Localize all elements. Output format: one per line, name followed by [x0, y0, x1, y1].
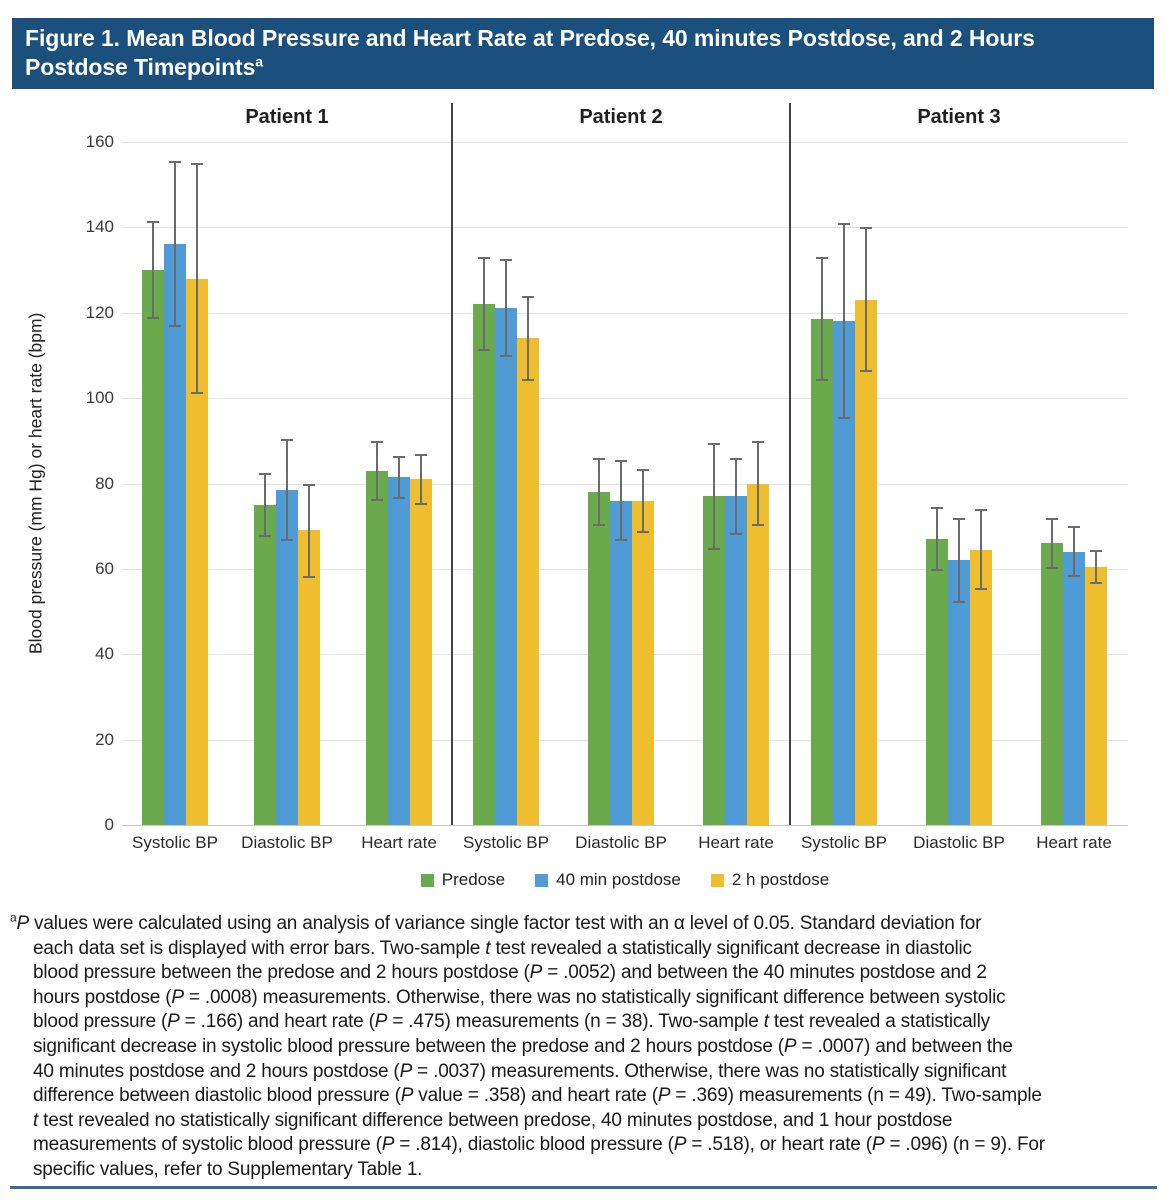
error-bar-part: [1068, 526, 1080, 528]
chart-legend: [122, 870, 1128, 890]
error-bar-part: [259, 535, 271, 537]
error-bar-part: [975, 588, 987, 590]
error-bar-part: [752, 441, 764, 443]
error-bar-part: [865, 227, 867, 372]
error-bar-part: [1046, 567, 1058, 569]
error-bar-part: [169, 325, 181, 327]
bar: [164, 244, 186, 825]
y-axis-title: Blood pressure (mm Hg) or heart rate (bpm): [25, 312, 46, 655]
error-bar-part: [191, 163, 203, 165]
error-bar-part: [1051, 518, 1053, 569]
error-bar-part: [708, 443, 720, 445]
y-tick-label: 160: [85, 132, 114, 151]
error-bar-part: [752, 524, 764, 526]
error-bar: [500, 259, 512, 357]
error-bar-part: [259, 473, 271, 475]
patient-label: Patient 1: [245, 106, 329, 128]
error-bar-part: [958, 518, 960, 603]
error-bar: [415, 454, 427, 505]
gridline: [122, 313, 1128, 314]
x-category-label: Diastolic BP: [913, 833, 1005, 852]
gridline: [122, 227, 1128, 228]
error-bar-part: [522, 379, 534, 381]
error-bar-part: [953, 518, 965, 520]
error-bar-part: [1046, 518, 1058, 520]
y-tick-label: 20: [95, 730, 114, 749]
error-bar: [615, 460, 627, 541]
error-bar-part: [838, 223, 850, 225]
x-category-label: Systolic BP: [132, 833, 218, 852]
error-bar-part: [196, 163, 198, 394]
error-bar-part: [303, 576, 315, 578]
error-bar-part: [505, 259, 507, 357]
bar: [610, 501, 632, 825]
x-category-label: Systolic BP: [463, 833, 549, 852]
error-bar-part: [615, 460, 627, 462]
bar: [588, 492, 610, 825]
bar: [495, 308, 517, 825]
error-bar: [593, 458, 605, 526]
bar: [388, 477, 410, 825]
bar: [725, 496, 747, 825]
error-bar-part: [642, 469, 644, 533]
error-bar-part: [174, 161, 176, 327]
panel-divider: [789, 103, 791, 825]
error-bar-part: [169, 161, 181, 163]
error-bar-part: [821, 257, 823, 381]
error-bar-part: [303, 484, 315, 486]
bar: [142, 270, 164, 825]
panel-divider: [451, 103, 453, 825]
error-bar-part: [264, 473, 266, 537]
error-bar-part: [478, 349, 490, 351]
bottom-rule: [10, 1186, 1157, 1189]
error-bar: [730, 458, 742, 535]
legend-item: [535, 870, 681, 890]
error-bar-part: [860, 370, 872, 372]
error-bar-part: [816, 379, 828, 381]
error-bar-part: [376, 441, 378, 501]
bar: [473, 304, 495, 825]
error-bar-part: [1090, 550, 1102, 552]
error-bar-part: [730, 458, 742, 460]
error-bar-part: [593, 524, 605, 526]
error-bar: [708, 443, 720, 550]
error-bar-part: [286, 439, 288, 541]
error-bar-part: [936, 507, 938, 571]
error-bar-part: [620, 460, 622, 541]
error-bar-part: [478, 257, 490, 259]
error-bar-part: [1090, 582, 1102, 584]
y-tick-label: 60: [95, 559, 114, 578]
bar: [1063, 552, 1085, 825]
error-bar: [522, 296, 534, 381]
bar: [811, 319, 833, 825]
error-bar-part: [816, 257, 828, 259]
error-bar: [1046, 518, 1058, 569]
error-bar: [975, 509, 987, 590]
error-bar: [147, 221, 159, 319]
legend-swatch: [421, 874, 434, 887]
error-bar: [838, 223, 850, 419]
error-bar-part: [931, 569, 943, 571]
error-bar-part: [860, 227, 872, 229]
y-tick-label: 0: [104, 815, 114, 834]
error-bar-part: [415, 503, 427, 505]
bar: [970, 550, 992, 825]
error-bar-part: [637, 531, 649, 533]
error-bar-part: [980, 509, 982, 590]
error-bar-part: [420, 454, 422, 505]
error-bar: [259, 473, 271, 537]
x-category-label: Diastolic BP: [575, 833, 667, 852]
error-bar-part: [757, 441, 759, 526]
bar: [855, 300, 877, 825]
y-tick-label: 120: [85, 303, 114, 322]
error-bar-part: [371, 441, 383, 443]
patient-label: Patient 2: [579, 106, 663, 128]
error-bar-part: [308, 484, 310, 578]
legend-item: [711, 870, 829, 890]
error-bar: [637, 469, 649, 533]
error-bar-part: [191, 392, 203, 394]
error-bar-part: [152, 221, 154, 319]
error-bar: [371, 441, 383, 501]
error-bar: [393, 456, 405, 499]
error-bar-part: [500, 259, 512, 261]
error-bar: [931, 507, 943, 571]
y-tick-label: 80: [95, 474, 114, 493]
error-bar-part: [931, 507, 943, 509]
bar: [747, 484, 769, 826]
error-bar: [816, 257, 828, 381]
bar: [1041, 543, 1063, 825]
y-tick-label: 40: [95, 644, 114, 663]
bar: [926, 539, 948, 825]
error-bar-part: [281, 439, 293, 441]
error-bar-part: [953, 601, 965, 603]
error-bar: [752, 441, 764, 526]
bar: [366, 471, 388, 825]
error-bar-part: [500, 355, 512, 357]
error-bar-part: [281, 539, 293, 541]
legend-item: [421, 870, 505, 890]
error-bar-part: [371, 499, 383, 501]
bar: [1085, 567, 1107, 825]
error-bar-part: [975, 509, 987, 511]
error-bar-part: [713, 443, 715, 550]
error-bar-part: [838, 417, 850, 419]
x-category-label: Heart rate: [698, 833, 774, 852]
x-category-label: Heart rate: [361, 833, 437, 852]
error-bar: [860, 227, 872, 372]
y-tick-label: 140: [85, 217, 114, 236]
x-category-label: Heart rate: [1036, 833, 1112, 852]
error-bar-part: [1068, 575, 1080, 577]
figure-title: Figure 1. Mean Blood Pressure and Heart Rate at Predose, 40 minutes Postdose, and 2 Hours Postdose Timepoints$^a$: [25, 25, 1035, 80]
gridline: [122, 398, 1128, 399]
error-bar-part: [398, 456, 400, 499]
error-bar: [953, 518, 965, 603]
error-bar: [1090, 550, 1102, 584]
error-bar-part: [147, 221, 159, 223]
x-category-label: Systolic BP: [801, 833, 887, 852]
error-bar-part: [730, 533, 742, 535]
legend-swatch: [711, 874, 724, 887]
legend-label: Predose: [441, 870, 506, 889]
error-bar-part: [415, 454, 427, 456]
legend-label: 40 min postdose: [556, 870, 681, 889]
legend-label: 2 h postdose: [731, 870, 830, 889]
error-bar-part: [393, 456, 405, 458]
error-bar: [169, 161, 181, 327]
error-bar: [191, 163, 203, 394]
error-bar-part: [522, 296, 534, 298]
error-bar-part: [1073, 526, 1075, 577]
error-bar: [281, 439, 293, 541]
gridline: [122, 142, 1128, 143]
x-category-label: Diastolic BP: [241, 833, 333, 852]
error-bar: [1068, 526, 1080, 577]
error-bar-part: [527, 296, 529, 381]
error-bar-part: [708, 548, 720, 550]
error-bar: [303, 484, 315, 578]
bar: [632, 501, 654, 825]
error-bar: [478, 257, 490, 351]
error-bar-part: [735, 458, 737, 535]
error-bar-part: [615, 539, 627, 541]
bar: [254, 505, 276, 825]
error-bar-part: [483, 257, 485, 351]
bar: [410, 479, 432, 825]
y-tick-label: 100: [85, 388, 114, 407]
error-bar-part: [637, 469, 649, 471]
error-bar-part: [147, 317, 159, 319]
error-bar-part: [843, 223, 845, 419]
error-bar-part: [393, 497, 405, 499]
x-axis-line: [122, 825, 1128, 826]
bar: [517, 338, 539, 825]
legend-swatch: [535, 874, 548, 887]
error-bar-part: [1095, 550, 1097, 584]
patient-label: Patient 3: [917, 106, 1001, 128]
figure-footnote: $^a$P values were calculated using an analysis of variance single factor test with an α level of 0.05. Standard deviation for each data set is displayed with error bars. Two-sample t test revealed a statistically significant decrease in diastolic blood pressure between the predose and 2 hours postdose (P = .0052) and between the 40 minutes postdose and 2 hours postdose (P = .0008) measurements. Otherwise, there was no statistically significant difference between systolic blood pressure (P = .166) and heart rate (P = .475) measurements (n = 38). Two-sample t test revealed a statistically significant decrease in systolic blood pressure between the predose and 2 hours postdose (P = .0007) and between the 40 minutes postdose and 2 hours postdose (P = .0037) measurements. Otherwise, there was no statistically significant difference between diastolic blood pressure (P value = .358) and heart rate (P = .369) measurements (n = 49). Two-sample t test revealed no statistically significant difference between predose, 40 minutes postdose, and 1 hour postdose measurements of systolic blood pressure (P = .814), diastolic blood pressure (P = .518), or heart rate (P = .096) (n = 9). For specific values, refer to Supplementary Table 1.: [10, 910, 1045, 1180]
error-bar-part: [593, 458, 605, 460]
error-bar-part: [598, 458, 600, 526]
